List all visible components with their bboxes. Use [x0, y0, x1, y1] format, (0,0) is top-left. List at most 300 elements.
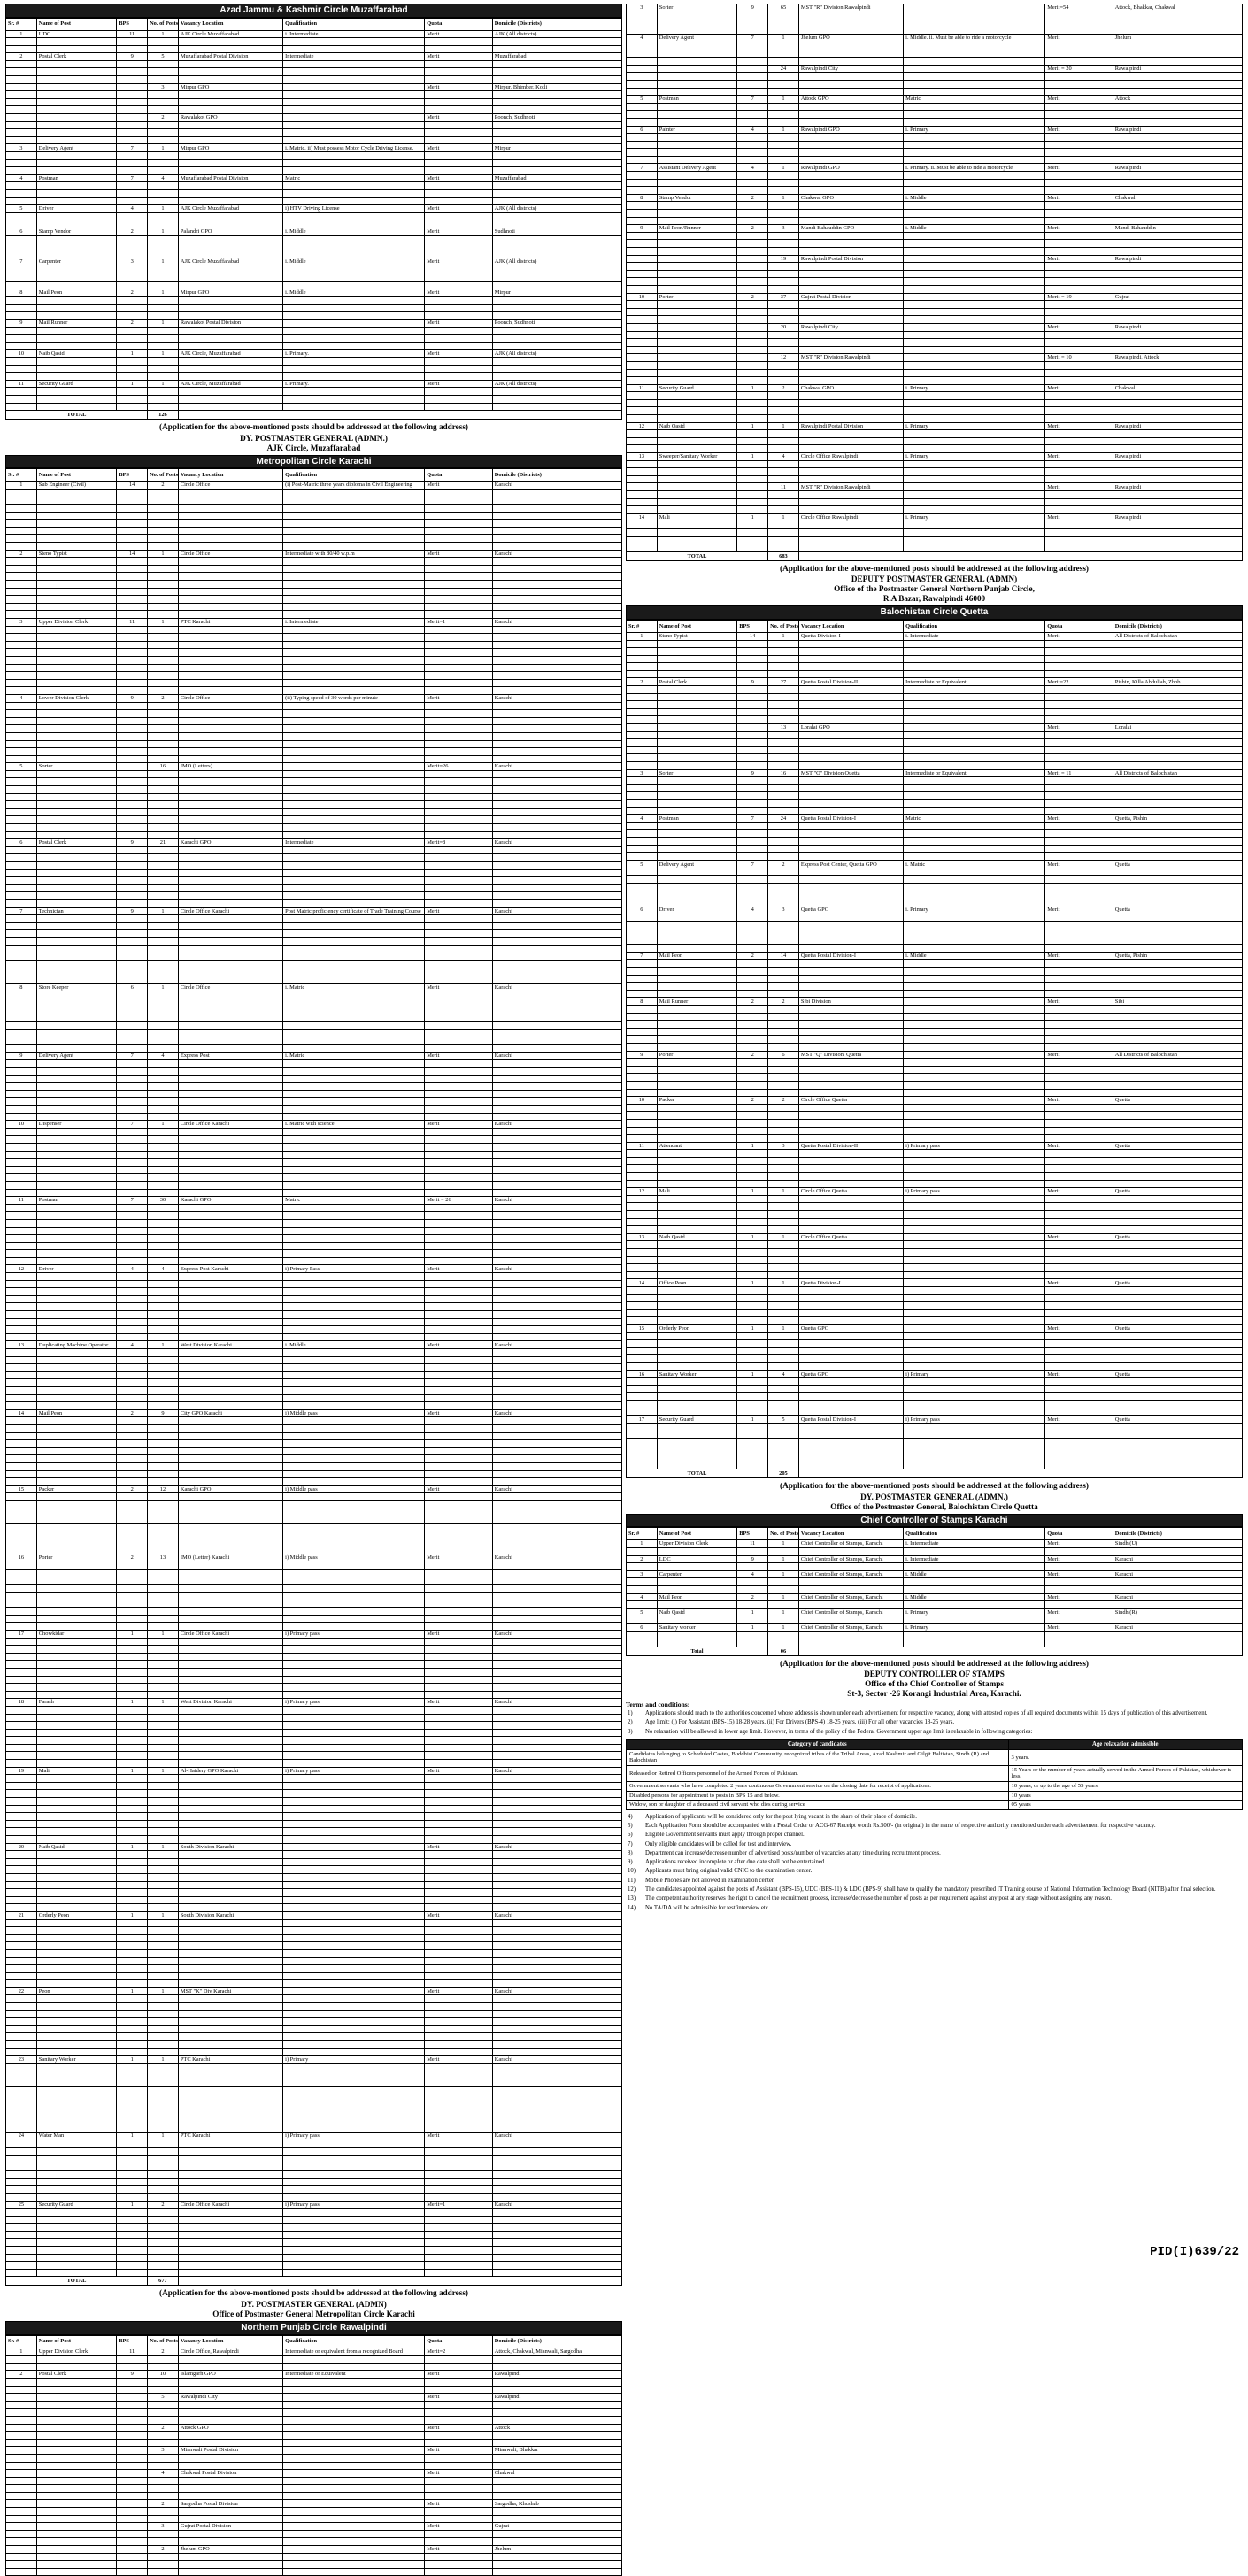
table-row [6, 152, 622, 160]
table-cell [1045, 1112, 1113, 1120]
table-cell: Security Guard [657, 384, 736, 392]
table-cell [178, 2401, 282, 2409]
table-cell: 6 [627, 906, 658, 914]
table-cell [36, 702, 116, 710]
table-cell [768, 217, 799, 225]
table-row [6, 1181, 622, 1189]
table-cell: Quetta Postal Division-I [798, 1416, 903, 1424]
table-row [627, 1135, 1243, 1143]
table-cell [492, 2216, 621, 2224]
table-cell [904, 210, 1045, 218]
table-cell [425, 136, 493, 144]
table-cell [425, 1014, 493, 1022]
table-cell [1045, 331, 1113, 339]
table-cell [6, 649, 37, 657]
table-row [627, 983, 1243, 991]
table-cell [36, 2416, 116, 2424]
table-cell: Sanitary Worker [36, 2056, 116, 2064]
table-cell [425, 2439, 493, 2447]
table-cell [1045, 868, 1113, 876]
table-cell [798, 792, 903, 800]
table-cell [117, 770, 148, 778]
table-cell [178, 1760, 282, 1768]
table-cell [627, 686, 658, 694]
table-cell [492, 2048, 621, 2056]
table-cell [36, 2546, 116, 2554]
table-row [627, 88, 1243, 96]
table-cell [798, 960, 903, 968]
table-cell [425, 1379, 493, 1387]
table-row [627, 248, 1243, 256]
table-cell [492, 2178, 621, 2186]
table-cell [117, 1235, 148, 1243]
table-row [6, 1760, 622, 1768]
table-cell [148, 1470, 179, 1478]
table-cell [492, 1980, 621, 1988]
table-cell [148, 1995, 179, 2003]
table-cell [6, 1714, 37, 1722]
table-cell [36, 2117, 116, 2125]
table-cell [178, 710, 282, 718]
table-cell [178, 2003, 282, 2011]
table-cell: Karachi [492, 1699, 621, 1707]
table-cell [36, 1714, 116, 1722]
table-cell: 13 [627, 1233, 658, 1241]
table-cell [1113, 491, 1242, 499]
table-cell [117, 342, 148, 350]
table-cell [1045, 937, 1113, 945]
table-cell [657, 475, 736, 483]
table-cell: 3 [627, 769, 658, 777]
table-cell [425, 1447, 493, 1455]
table-cell [768, 1332, 799, 1340]
table-row [6, 960, 622, 968]
table-cell [6, 2401, 37, 2409]
table-cell [657, 883, 736, 891]
table-cell [425, 235, 493, 243]
table-cell [178, 1653, 282, 1661]
table-cell [6, 801, 37, 809]
table-cell [117, 197, 148, 205]
table-cell [283, 1022, 425, 1030]
table-cell: Intermediate or equivalent from a recognized Board [283, 2348, 425, 2356]
table-cell [737, 1423, 768, 1431]
table-cell [768, 118, 799, 126]
table-cell [178, 596, 282, 604]
table-cell [627, 739, 658, 747]
table-cell [768, 1211, 799, 1219]
table-cell [798, 156, 903, 164]
table-cell [657, 491, 736, 499]
table-cell [904, 1180, 1045, 1188]
table-cell [798, 922, 903, 929]
terms-item [626, 1813, 1243, 1822]
table-cell [627, 1431, 658, 1439]
table-cell: Circle Office, Rawalpindi [178, 2348, 282, 2356]
table-cell [657, 528, 736, 536]
table-cell [6, 358, 37, 366]
table-cell [904, 50, 1045, 58]
table-cell [1045, 708, 1113, 716]
table-cell [657, 1601, 736, 1609]
table-cell: Merit [1045, 724, 1113, 732]
table-cell: i. Intermediate [283, 619, 425, 627]
table-cell [117, 565, 148, 573]
table-cell [178, 884, 282, 892]
table-cell [492, 770, 621, 778]
table-cell [6, 365, 37, 373]
table-cell [6, 1098, 37, 1106]
table-cell [117, 76, 148, 84]
table-row [627, 1264, 1243, 1272]
table-cell [6, 1737, 37, 1745]
table-cell [627, 1249, 658, 1257]
table-cell [283, 702, 425, 710]
table-cell [904, 1074, 1045, 1082]
table-cell: Karachi [492, 1485, 621, 1493]
table-cell [1045, 1043, 1113, 1051]
table-cell [768, 1074, 799, 1082]
table-cell [178, 1972, 282, 1980]
table-cell [178, 1166, 282, 1174]
table-cell [178, 672, 282, 680]
table-cell [492, 679, 621, 687]
table-cell [768, 301, 799, 309]
table-cell [627, 1180, 658, 1188]
table-cell [492, 1394, 621, 1402]
table-cell [117, 2432, 148, 2440]
table-row [627, 1547, 1243, 1555]
table-cell: 1 [117, 1767, 148, 1775]
table-cell [178, 634, 282, 642]
table-cell [148, 1478, 179, 1486]
table-cell [798, 346, 903, 354]
table-cell [798, 1454, 903, 1462]
table-cell [904, 293, 1045, 301]
column-header: Quota [425, 469, 493, 482]
table-cell [768, 830, 799, 838]
terms-list [626, 1709, 1243, 1737]
table-cell: Postman [657, 815, 736, 823]
table-cell: Rawalpindi [1113, 453, 1242, 461]
table-cell [283, 1919, 425, 1927]
table-row [6, 335, 622, 343]
table-cell [492, 2148, 621, 2156]
table-cell [36, 801, 116, 809]
table-cell [425, 1676, 493, 1684]
table-cell [36, 603, 116, 611]
table-cell [492, 1570, 621, 1577]
table-cell [768, 845, 799, 853]
table-row [627, 210, 1243, 218]
table-cell [283, 152, 425, 160]
table-row [627, 830, 1243, 838]
table-cell [904, 998, 1045, 1006]
office-line: DY. POSTMASTER GENERAL (ADMN.) [626, 1492, 1243, 1502]
table-cell: 1 [148, 144, 179, 152]
table-cell [1113, 263, 1242, 271]
table-cell [492, 816, 621, 824]
table-row [6, 2432, 622, 2440]
table-cell: Merit [425, 2056, 493, 2064]
table-cell [178, 1303, 282, 1311]
table-row [627, 1593, 1243, 1601]
table-cell [904, 316, 1045, 324]
table-cell: 3 [768, 225, 799, 233]
table-cell [117, 1166, 148, 1174]
table-row [627, 777, 1243, 785]
table-cell [283, 1295, 425, 1303]
table-cell [283, 1364, 425, 1372]
table-cell: 12 [6, 1265, 37, 1273]
table-cell [178, 1851, 282, 1859]
table-row [6, 740, 622, 748]
table-cell [283, 497, 425, 505]
table-cell [425, 1904, 493, 1912]
table-cell [117, 2125, 148, 2133]
table-cell [492, 2079, 621, 2087]
table-cell [148, 1562, 179, 1570]
table-cell [6, 68, 37, 76]
table-cell [148, 2079, 179, 2087]
table-cell: Rawalpindi [492, 2371, 621, 2379]
table-cell [768, 475, 799, 483]
table-cell [425, 1790, 493, 1798]
table-cell [798, 754, 903, 762]
table-cell [425, 2025, 493, 2033]
total-label: TOTAL [627, 551, 768, 560]
table-cell [178, 862, 282, 870]
table-cell [798, 415, 903, 423]
table-cell [36, 266, 116, 274]
table-cell: Chowkidar [36, 1630, 116, 1638]
table-cell [425, 1934, 493, 1942]
table-cell [1045, 1309, 1113, 1317]
table-cell [148, 1942, 179, 1950]
table-cell [657, 891, 736, 899]
table-cell [425, 1805, 493, 1813]
table-cell [36, 1570, 116, 1577]
table-cell [492, 2033, 621, 2041]
table-cell [627, 88, 658, 96]
table-row [6, 915, 622, 923]
table-cell [283, 2117, 425, 2125]
table-cell [492, 1311, 621, 1319]
table-cell: Karachi GPO [178, 839, 282, 847]
table-cell [283, 1798, 425, 1806]
table-row [627, 822, 1243, 830]
table-cell: Quetta, Pishin [1113, 952, 1242, 960]
table-cell [737, 179, 768, 187]
table-cell [6, 1676, 37, 1684]
table-cell [627, 491, 658, 499]
table-cell [768, 937, 799, 945]
table-cell: All Districts of Balochistan [1113, 1051, 1242, 1059]
table-cell [117, 2209, 148, 2217]
table-cell [425, 1075, 493, 1083]
table-cell [6, 1836, 37, 1844]
table-cell [6, 1927, 37, 1935]
table-cell [798, 1066, 903, 1074]
table-cell: 4 [117, 205, 148, 213]
table-cell [425, 862, 493, 870]
table-cell [36, 129, 116, 137]
table-cell: 9 [117, 839, 148, 847]
table-cell: 7 [117, 174, 148, 182]
table-cell [492, 945, 621, 953]
table-row [627, 853, 1243, 861]
table-cell [178, 2439, 282, 2447]
table-cell: 1 [148, 2056, 179, 2064]
table-cell [117, 2530, 148, 2538]
table-cell: Karachi [1113, 1555, 1242, 1563]
terms-item-number: 5) [628, 1823, 633, 1830]
table-cell [36, 862, 116, 870]
table-cell [492, 235, 621, 243]
table-cell [283, 1143, 425, 1151]
table-cell [6, 1022, 37, 1030]
terms-and-conditions [626, 1701, 1243, 1913]
table-cell [737, 12, 768, 19]
table-cell [425, 1371, 493, 1379]
table-cell: 21 [6, 1911, 37, 1919]
table-cell [178, 2086, 282, 2094]
table-cell [148, 1531, 179, 1539]
table-cell [36, 2102, 116, 2109]
table-cell [6, 991, 37, 999]
table-cell [36, 1303, 116, 1311]
table-cell [117, 1006, 148, 1014]
table-cell [1113, 1355, 1242, 1363]
table-cell [425, 2003, 493, 2011]
table-cell: Circle Office Quetta [798, 1233, 903, 1241]
table-cell: Merit [1045, 860, 1113, 868]
table-cell [117, 2216, 148, 2224]
table-cell [492, 396, 621, 404]
table-row [6, 2155, 622, 2163]
table-cell [425, 182, 493, 190]
table-row [6, 619, 622, 627]
table-cell: Rawalpindi [1113, 422, 1242, 430]
table-cell: Merit [425, 1554, 493, 1562]
table-cell [6, 106, 37, 114]
table-cell [657, 240, 736, 248]
table-cell [178, 220, 282, 228]
table-cell [6, 297, 37, 305]
table-cell [117, 1288, 148, 1296]
table-cell [492, 1402, 621, 1410]
table-cell [178, 2063, 282, 2071]
table-cell [148, 588, 179, 596]
table-cell [178, 1934, 282, 1942]
table-cell [36, 2239, 116, 2247]
table-cell [1045, 202, 1113, 210]
table-cell: 2 [117, 228, 148, 235]
table-cell [1045, 278, 1113, 286]
table-row [6, 2086, 622, 2094]
table-cell: Mali [36, 1767, 116, 1775]
table-cell [36, 2063, 116, 2071]
table-cell [178, 846, 282, 854]
table-row [6, 1562, 622, 1570]
table-cell [425, 1235, 493, 1243]
table-cell [425, 2492, 493, 2500]
table-cell [36, 664, 116, 672]
table-header-row [627, 1528, 1243, 1540]
table-cell [904, 1104, 1045, 1112]
table-cell [492, 884, 621, 892]
table-cell [6, 854, 37, 862]
table-cell [1113, 141, 1242, 149]
table-cell [1045, 670, 1113, 678]
table-cell [657, 1378, 736, 1386]
table-cell [178, 1417, 282, 1425]
table-cell [425, 1455, 493, 1463]
table-cell [657, 975, 736, 983]
table-cell: Merit [1045, 225, 1113, 233]
table-row [6, 2048, 622, 2056]
table-cell [36, 976, 116, 983]
table-cell: Circle Office [178, 694, 282, 702]
table-cell [36, 2041, 116, 2049]
table-row [6, 1166, 622, 1174]
table-cell: Quetta [1113, 1416, 1242, 1424]
table-row [6, 1303, 622, 1311]
table-cell: Postal Clerk [657, 678, 736, 686]
table-cell [798, 270, 903, 278]
table-cell [117, 702, 148, 710]
table-cell [425, 1493, 493, 1501]
table-cell [283, 1326, 425, 1334]
table-cell [148, 1798, 179, 1806]
table-cell [148, 106, 179, 114]
table-cell [1113, 1043, 1242, 1051]
table-cell [737, 663, 768, 671]
table-cell: Sorter [36, 763, 116, 771]
table-cell [657, 506, 736, 514]
table-cell [768, 111, 799, 119]
table-cell [737, 1074, 768, 1082]
table-cell [283, 2063, 425, 2071]
table-cell: Postal Clerk [36, 2371, 116, 2379]
table-cell [148, 755, 179, 763]
table-cell [117, 2500, 148, 2508]
table-row [6, 1767, 622, 1775]
table-cell: Merit [1045, 1142, 1113, 1150]
table-cell [492, 611, 621, 619]
table-cell [283, 1744, 425, 1752]
table-cell: 3 [768, 906, 799, 914]
table-cell [148, 2193, 179, 2201]
table-row [627, 937, 1243, 945]
table-row [6, 1326, 622, 1334]
table-cell [904, 1462, 1045, 1469]
table-cell [904, 1438, 1045, 1446]
table-cell: Rawalpindi [1113, 164, 1242, 172]
table-cell: 21 [148, 839, 179, 847]
table-cell [1113, 498, 1242, 506]
table-row [627, 860, 1243, 868]
table-cell [1113, 1028, 1242, 1036]
table-cell [492, 2492, 621, 2500]
table-cell [657, 739, 736, 747]
table-cell [904, 670, 1045, 678]
table-cell [768, 1066, 799, 1074]
table-cell [492, 2140, 621, 2148]
table-cell [148, 656, 179, 664]
table-row [6, 1904, 622, 1912]
terms-item-number: 6) [628, 1832, 633, 1839]
